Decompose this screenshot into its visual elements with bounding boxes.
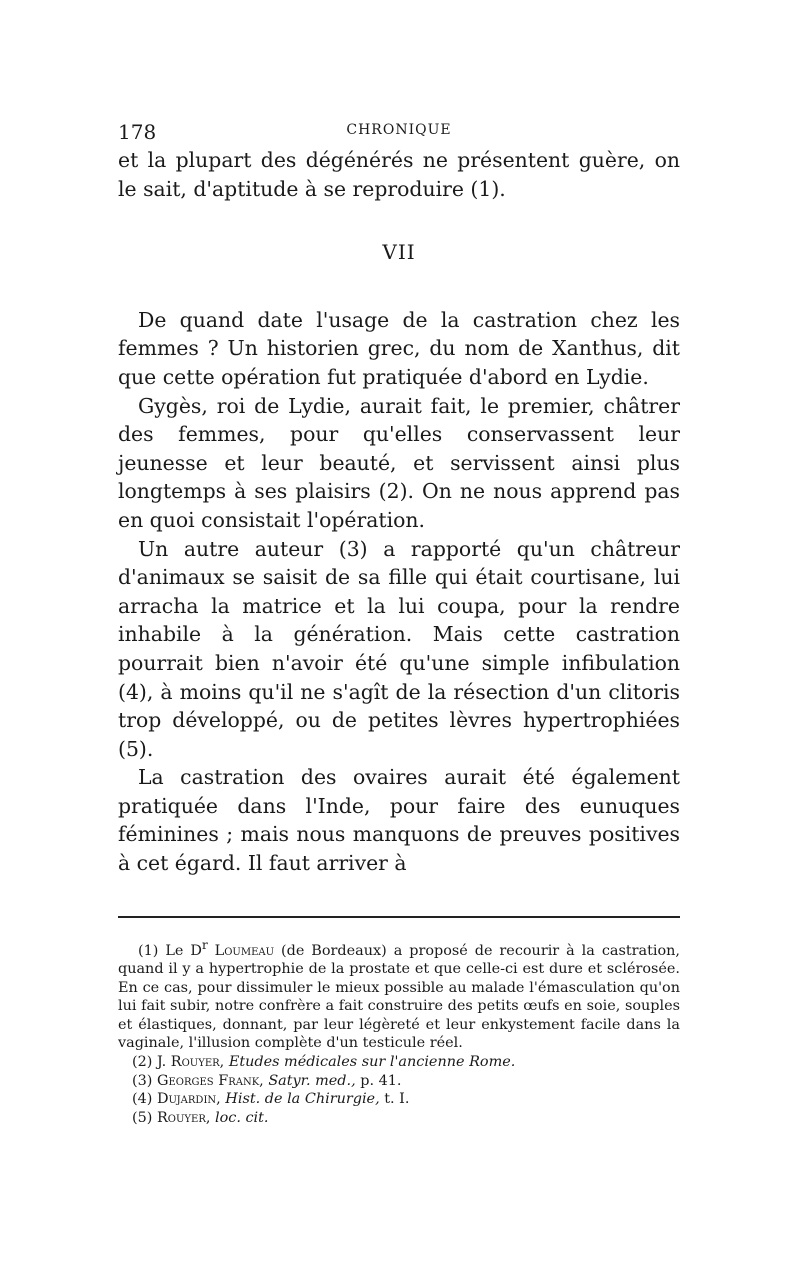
opening-paragraph: et la plupart des dégénérés ne présentent guère, on le sait, d'aptitude à se reproduire (1). [118, 148, 680, 201]
paragraph: Gygès, roi de Lydie, aurait fait, le premier, châtrer des femmes, pour qu'elles conservassent leur jeunesse et leur beauté, et servissent ainsi plus longtemps à ses plaisirs (2). On ne nous apprend pas en quoi consistait l'opération. [118, 393, 680, 532]
footnote-title: loc. cit. [215, 1109, 269, 1126]
footnote-marker: (3) [132, 1072, 153, 1089]
footnote-author: Loumeau [214, 942, 275, 959]
footnote-4 [118, 1090, 680, 1109]
paragraph: Un autre auteur (3) a rapporté qu'un châtreur d'animaux se saisit de sa fille qui était courtisane, lui arracha la matrice et la lui coupa, pour la rendre inhabile à la génération. Mais cette castration pourrait bien n'avoir été qu'une simple infibulation (4), à moins qu'il ne s'agît de la résection d'un clitoris trop développé, ou de petites lèvres hypertrophiées (5). [118, 536, 680, 761]
footnote-3 [118, 1072, 680, 1091]
footnote-marker: (1) Le D [138, 942, 202, 959]
footnote-superscript: r [201, 937, 208, 952]
running-title: CHRONIQUE [346, 122, 452, 138]
paragraph: De quand date l'usage de la castration chez les femmes ? Un historien grec, du nom de Xanthus, dit que cette opération fut pratiquée d'abord en Lydie. [118, 307, 680, 389]
page-number: 178 [118, 120, 157, 144]
footnote-1 [118, 936, 680, 1053]
footnote-author: Georges Frank, [156, 1072, 264, 1089]
footnote-tail: t. I. [379, 1091, 410, 1108]
footnote-author: Rouyer, [170, 1054, 225, 1071]
footnote-marker: (5) [132, 1109, 153, 1126]
footnote-text: (de Bordeaux) a proposé de recourir à la castration, quand il y a hypertrophie de la prostate et que celle-ci est dure et sclérosée. En ce cas, pour dissimuler le mieux possible au malade l'émasculation qu'on lui fait subir, notre confrère a fait construire des petits œufs en soie, souples et élastiques, donnant, par leur légèreté et leur enkystement facile dans la vaginale, l'illusion complète d'un testicule réel. [118, 942, 680, 1052]
book-page [118, 118, 680, 1127]
footnote-author: Rouyer, [156, 1109, 211, 1126]
footnote-5 [118, 1109, 680, 1128]
footnote-rule [118, 916, 680, 918]
running-head [118, 118, 680, 146]
footnote-title: Etudes médicales sur l'ancienne Rome. [228, 1054, 516, 1071]
section-heading: VII [382, 240, 416, 265]
footnote-author: Dujardin, [156, 1091, 221, 1108]
footnote-tail: p. 41. [355, 1072, 402, 1089]
footnote-2 [118, 1053, 680, 1072]
footnote-title: Hist. de la Chirurgie, [225, 1091, 380, 1108]
body-text [118, 146, 680, 878]
footnotes [118, 936, 680, 1128]
footnote-marker: (4) [132, 1091, 153, 1108]
paragraph: La castration des ovaires aurait été également pratiquée dans l'Inde, pour faire des eunuques féminines ; mais nous manquons de preuves positives à cet égard. Il faut arriver à [118, 765, 680, 876]
footnote-marker: (2) J. [132, 1054, 167, 1071]
footnote-title: Satyr. med., [268, 1072, 356, 1089]
